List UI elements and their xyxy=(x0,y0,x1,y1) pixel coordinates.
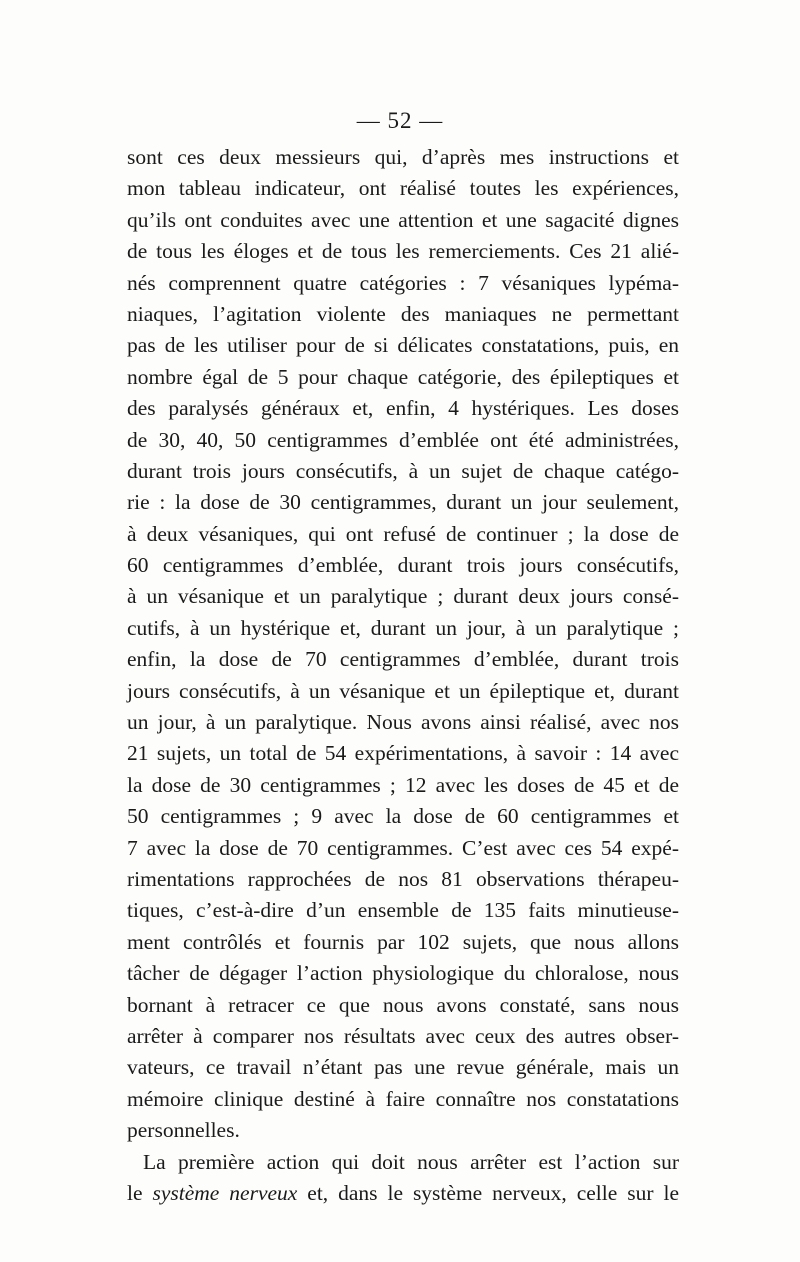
text-line: sont ces deux messieurs qui, d’après mes instructions et xyxy=(127,145,679,169)
text-line: mon tableau indicateur, ont réalisé toutes les expériences, xyxy=(127,176,679,201)
text-line: nombre égal de 5 pour chaque catégorie, des épileptiques et xyxy=(127,364,679,389)
text-line: nés comprennent quatre catégories : 7 vésaniques lypéma- xyxy=(127,270,679,295)
text-line: à un vésanique et un paralytique ; durant deux jours consé- xyxy=(127,584,679,609)
text-line: niaques, l’agitation violente des maniaques ne permettant xyxy=(127,301,679,326)
text-line: vateurs, ce travail n’étant pas une revue générale, mais un xyxy=(127,1055,679,1080)
text-line: mémoire clinique destiné à faire connaître nos constatations xyxy=(127,1086,679,1111)
text-line: des paralysés généraux et, enfin, 4 hystériques. Les doses xyxy=(127,396,679,421)
text-line: qu’ils ont conduites avec une attention et une sagacité dignes xyxy=(127,207,679,232)
text-line: enfin, la dose de 70 centigrammes d’emblée, durant trois xyxy=(127,647,679,672)
text-line: 60 centigrammes d’emblée, durant trois jours consécutifs, xyxy=(127,553,679,578)
text-line: 7 avec la dose de 70 centigrammes. C’est avec ces 54 expé- xyxy=(127,835,679,860)
text-line: cutifs, à un hystérique et, durant un jour, à un paralytique ; xyxy=(127,615,679,640)
italic-emphasis: système nerveux xyxy=(152,1180,298,1205)
text-line: de 30, 40, 50 centigrammes d’emblée ont été administrées, xyxy=(127,427,679,452)
text-line: arrêter à comparer nos résultats avec ceux des autres obser- xyxy=(127,1023,679,1048)
text-line: bornant à retracer ce que nous avons constaté, sans nous xyxy=(127,992,679,1017)
text-line: pas de les utiliser pour de si délicates constatations, puis, en xyxy=(127,333,679,358)
body-text xyxy=(127,142,679,1209)
paragraph-end-line: personnelles. xyxy=(127,1118,240,1143)
text-line xyxy=(127,1178,679,1209)
text-line: durant trois jours consécutifs, à un sujet de chaque catégo- xyxy=(127,458,679,483)
text-line: la dose de 30 centigrammes ; 12 avec les doses de 45 et de xyxy=(127,772,679,797)
text-line: 50 centigrammes ; 9 avec la dose de 60 centigrammes et xyxy=(127,804,679,829)
text-line: à deux vésaniques, qui ont refusé de continuer ; la dose de xyxy=(127,521,679,546)
text-line: ment contrôlés et fournis par 102 sujets, que nous allons xyxy=(127,929,679,954)
text-line: tâcher de dégager l’action physiologique du chloralose, nous xyxy=(127,961,679,986)
text-line: rimentations rapprochées de nos 81 observations thérapeu- xyxy=(127,866,679,891)
page-number: — 52 — xyxy=(356,108,444,133)
text-line: tiques, c’est-à-dire d’un ensemble de 135 faits minutieuse- xyxy=(127,898,679,923)
text-line: jours consécutifs, à un vésanique et un épileptique et, durant xyxy=(127,678,679,703)
text-fragment: le xyxy=(127,1180,153,1205)
text-line: 21 sujets, un total de 54 expérimentations, à savoir : 14 avec xyxy=(127,741,679,766)
paragraph-start-line: La première action qui doit nous arrêter est l’action sur xyxy=(143,1149,679,1174)
text-line: rie : la dose de 30 centigrammes, durant un jour seulement, xyxy=(127,490,679,515)
text-fragment: et, dans le système nerveux, celle sur le xyxy=(297,1180,679,1205)
text-line: un jour, à un paralytique. Nous avons ainsi réalisé, avec nos xyxy=(127,710,679,735)
text-line: de tous les éloges et de tous les remerciements. Ces 21 alié- xyxy=(127,239,679,264)
